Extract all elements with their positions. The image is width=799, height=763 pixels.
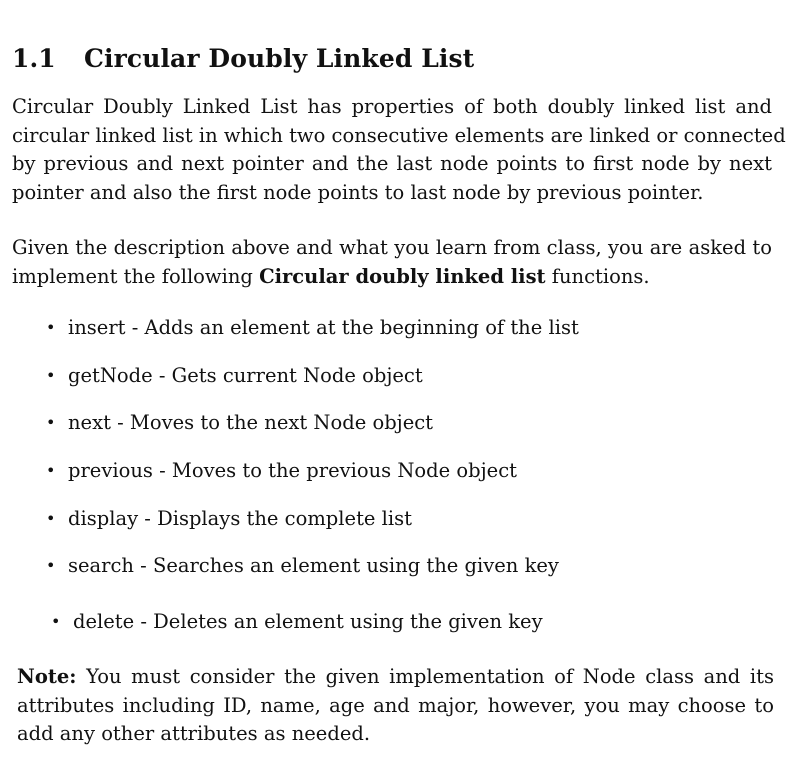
intro-line: Circular Doubly Linked List has properties of both doubly linked list and bbox=[12, 95, 772, 118]
task-emphasis: Circular doubly linked list bbox=[259, 264, 546, 288]
section-number: 1.1 bbox=[12, 44, 56, 73]
list-item-text: delete - Deletes an element using the given key bbox=[73, 610, 543, 633]
note-line bbox=[17, 663, 774, 692]
list-item-text: next - Moves to the next Node object bbox=[68, 411, 434, 434]
list-item bbox=[46, 459, 517, 482]
note-line: add any other attributes as needed. bbox=[17, 722, 371, 745]
task-text: functions. bbox=[545, 264, 650, 288]
bullet-icon: • bbox=[46, 556, 56, 575]
intro-line: circular linked list in which two consecutive elements are linked or connected bbox=[12, 123, 786, 147]
list-item bbox=[46, 507, 412, 530]
note-line: attributes including ID, name, age and major, however, you may choose to bbox=[17, 693, 774, 717]
bullet-icon: • bbox=[46, 318, 56, 337]
task-line: Given the description above and what you learn from class, you are asked to bbox=[12, 236, 772, 259]
intro-line: pointer and also the first node points to last node by previous pointer. bbox=[12, 180, 704, 204]
list-item bbox=[51, 610, 543, 633]
bullet-icon: • bbox=[46, 366, 56, 385]
list-item bbox=[46, 316, 579, 339]
list-item-text: search - Searches an element using the given key bbox=[68, 554, 559, 577]
task-text: implement the following bbox=[12, 264, 260, 288]
task-line bbox=[12, 263, 772, 292]
section-title: Circular Doubly Linked List bbox=[84, 44, 475, 73]
list-item bbox=[46, 364, 423, 387]
task-paragraph bbox=[12, 234, 772, 291]
bullet-icon: • bbox=[46, 509, 56, 528]
list-item bbox=[46, 411, 433, 434]
note-text: You must consider the given implementation of Node class and its bbox=[76, 665, 774, 688]
note-label: Note: bbox=[17, 665, 77, 688]
section-heading bbox=[12, 44, 474, 73]
bullet-icon: • bbox=[46, 413, 56, 432]
note-paragraph bbox=[17, 663, 774, 749]
bullet-icon: • bbox=[51, 612, 61, 631]
list-item-text: insert - Adds an element at the beginning of the list bbox=[68, 316, 579, 339]
bullet-icon: • bbox=[46, 461, 56, 480]
list-item-text: display - Displays the complete list bbox=[68, 507, 412, 530]
list-item-text: getNode - Gets current Node object bbox=[68, 364, 423, 387]
intro-paragraph bbox=[12, 93, 786, 207]
list-item bbox=[46, 554, 559, 577]
intro-line: by previous and next pointer and the last node points to first node by next bbox=[12, 152, 772, 175]
list-item-text: previous - Moves to the previous Node object bbox=[68, 459, 517, 482]
